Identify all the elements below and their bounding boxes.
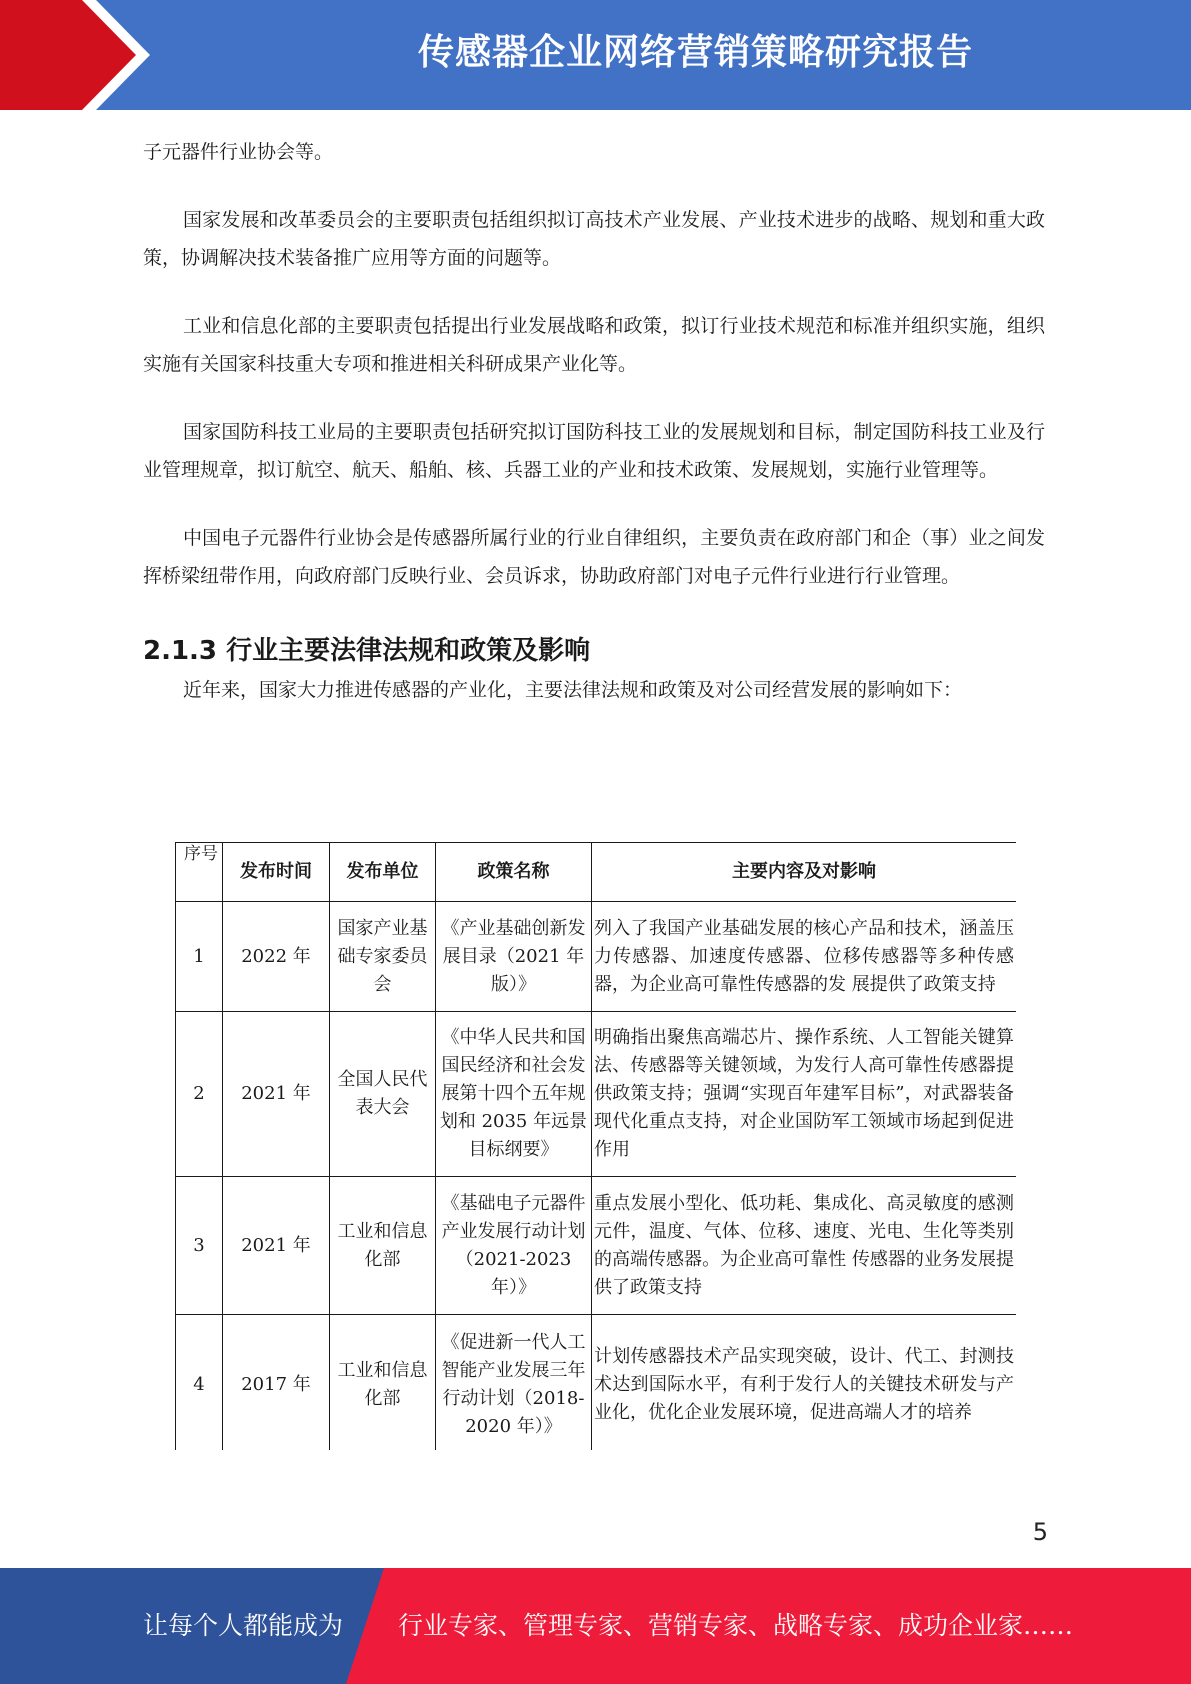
page-content [143,133,1045,709]
table-cell: 《产业基础创新发展目录（2021 年版）》 [436,902,592,1012]
table-cell: 明确指出聚焦高端芯片、操作系统、人工智能关键算法、传感器等关键领域，为发行人高可靠性传感器提供政策支持；强调“实现百年建军目标”，对武器装备现代化重点支持，对企业国防军工领域市场起到促进作用 [592,1012,1017,1177]
footer-slogan-left: 让每个人都能成为 [143,1611,344,1640]
table-cell: 《促进新一代人工智能产业发展三年行动计划（2018-2020 年）》 [436,1315,592,1451]
table-cell: 2017 年 [223,1315,330,1451]
policy-table [175,842,1016,1450]
paragraph: 国家发展和改革委员会的主要职责包括组织拟订高技术产业发展、产业技术进步的战略、规划和重大政策，协调解决技术装备推广应用等方面的问题等。 [143,209,1045,269]
table-cell: 3 [176,1177,223,1315]
table-header-row [176,843,1017,902]
paragraph: 工业和信息化部的主要职责包括提出行业发展战略和政策，拟订行业技术规范和标准并组织实施，组织实施有关国家科技重大专项和推进相关科研成果产业化等。 [143,315,1045,375]
table-cell: 2 [176,1012,223,1177]
page-footer [0,1568,1191,1684]
table-row [176,902,1017,1012]
paragraph: 中国电子元器件行业协会是传感器所属行业的行业自律组织，主要负责在政府部门和企（事）业之间发挥桥梁纽带作用，向政府部门反映行业、会员诉求，协助政府部门对电子元件行业进行行业管理。 [143,527,1045,587]
page-header [0,0,1191,110]
header-cell: 序号 [176,843,223,902]
section-lead: 近年来，国家大力推进传感器的产业化，主要法律法规和政策及对公司经营发展的影响如下： [183,679,963,701]
table-cell: 计划传感器技术产品实现突破，设计、代工、封测技术达到国际水平，有利于发行人的关键技术研发与产业化，优化企业发展环境，促进高端人才的培养 [592,1315,1017,1451]
table-cell: 工业和信息化部 [330,1177,436,1315]
table-cell: 重点发展小型化、低功耗、集成化、高灵敏度的感测元件，温度、气体、位移、速度、光电、生化等类别的高端传感器。为企业高可靠性 传感器的业务发展提供了政策支持 [592,1177,1017,1315]
section-heading: 2.1.3 行业主要法律法规和政策及影响 [143,636,591,666]
table-row [176,1012,1017,1177]
table-cell: 国家产业基础专家委员会 [330,902,436,1012]
header-cell: 发布时间 [223,843,330,902]
page-number: 5 [1032,1518,1048,1546]
table-cell: 列入了我国产业基础发展的核心产品和技术，涵盖压力传感器、加速度传感器、位移传感器等多种传感器，为企业高可靠性传感器的发 展提供了政策支持 [592,902,1017,1012]
table-cell: 2022 年 [223,902,330,1012]
table-cell: 2021 年 [223,1012,330,1177]
table-cell: 《中华人民共和国国民经济和社会发展第十四个五年规划和 2035 年远景目标纲要》 [436,1012,592,1177]
header-cell: 政策名称 [436,843,592,902]
policy-table-container [175,842,1016,1450]
table-cell: 4 [176,1315,223,1451]
table-row [176,1177,1017,1315]
paragraph: 子元器件行业协会等。 [143,141,334,163]
paragraph: 国家国防科技工业局的主要职责包括研究拟订国防科技工业的发展规划和目标，制定国防科技工业及行业管理规章，拟订航空、航天、船舶、核、兵器工业的产业和技术政策、发展规划，实施行业管理等。 [143,421,1045,481]
report-title: 传感器企业网络营销策略研究报告 [417,32,973,73]
table-cell: 1 [176,902,223,1012]
header-cell: 发布单位 [330,843,436,902]
table-row [176,1315,1017,1451]
table-cell: 2021 年 [223,1177,330,1315]
header-cell: 主要内容及对影响 [592,843,1017,902]
footer-slogan-right: 行业专家、管理专家、营销专家、战略专家、成功企业家…… [398,1611,1074,1640]
header-arrow-decoration [0,0,200,110]
table-cell: 全国人民代表大会 [330,1012,436,1177]
table-cell: 工业和信息化部 [330,1315,436,1451]
table-cell: 《基础电子元器件产业发展行动计划（2021-2023 年）》 [436,1177,592,1315]
